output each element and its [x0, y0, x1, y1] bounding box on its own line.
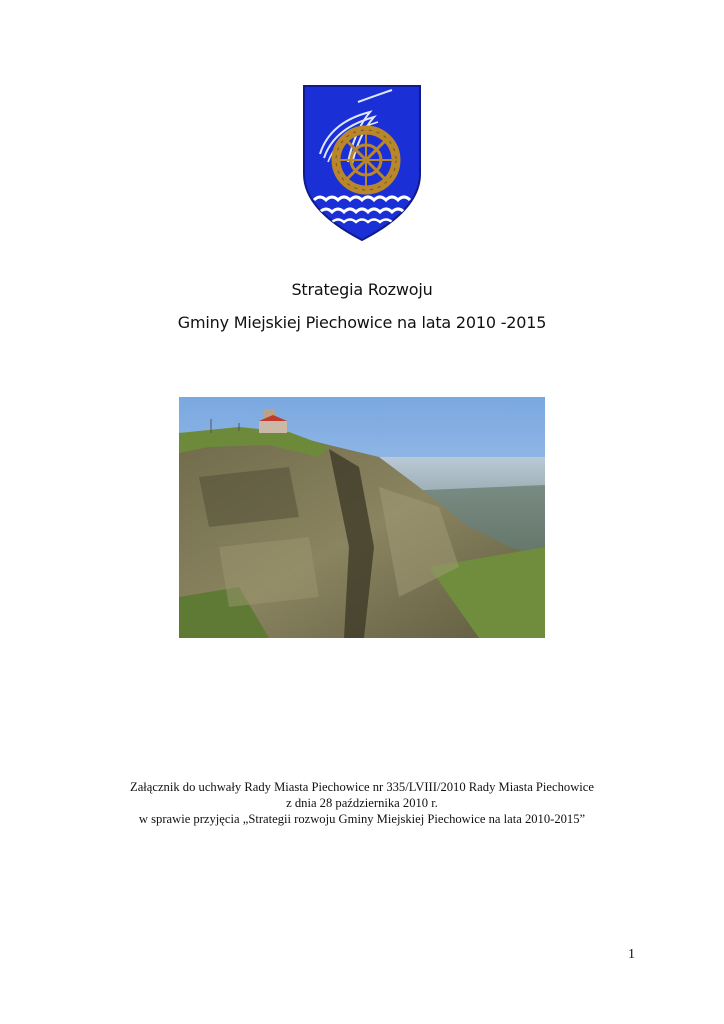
- annex-subject-line: w sprawie przyjęcia „Strategii rozwoju Gminy Miejskiej Piechowice na lata 2010-2015”: [138, 812, 586, 826]
- mountain-photo: [179, 397, 545, 638]
- page-number: 1: [628, 947, 635, 962]
- annex-line: Załącznik do uchwały Rady Miasta Piechowice nr 335/LVIII/2010 Rady Miasta Piechowice: [130, 780, 594, 794]
- document-title: Strategia Rozwoju: [291, 280, 433, 299]
- annex-date-line: z dnia 28 października 2010 r.: [286, 796, 438, 810]
- document-subtitle: Gminy Miejskiej Piechowice na lata 2010 -2015: [177, 313, 547, 332]
- coat-of-arms-image: [300, 82, 424, 244]
